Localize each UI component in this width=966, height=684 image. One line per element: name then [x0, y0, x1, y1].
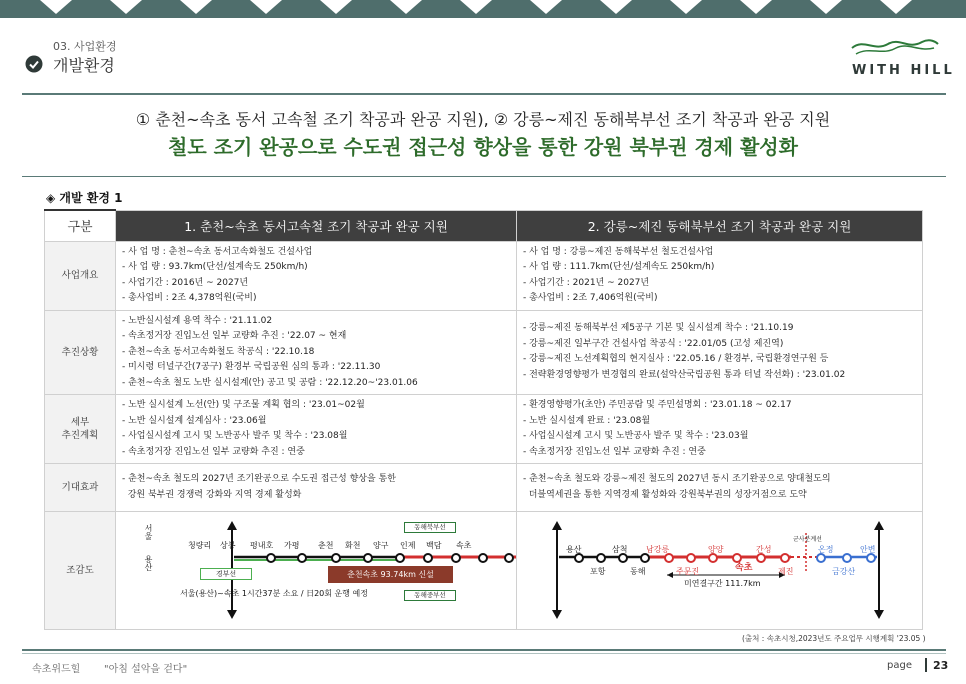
- footer-slogan: "아침 설악을 걷다": [104, 664, 188, 675]
- list-item: 더블역세권을 통한 지역경제 활성화와 강원북부권의 성장거점으로 도약: [523, 489, 807, 500]
- route-map-1: [116, 513, 516, 629]
- check-circle-icon: [25, 55, 43, 73]
- list-item: - 춘천~속초 동서고속화철도 착공식 : '22.10.18: [122, 346, 315, 357]
- list-item: 강원 북부권 경쟁력 강화와 지역 경제 활성화: [122, 489, 302, 500]
- list-item: - 사 업 명 : 강릉~제진 동해북부선 철도건설사업: [523, 246, 714, 257]
- row-col1: [116, 464, 517, 512]
- header-project-1: 1. 춘천~속초 동서고속철 조기 착공과 완공 지원: [116, 210, 517, 241]
- map1-station-label: 속초: [456, 541, 472, 550]
- list-item: - 강릉~제진 노선계획협의 현지실사 : '22.05.16 / 환경부, 국립환경연구원 등: [523, 354, 829, 365]
- table-row: [45, 464, 923, 512]
- list-item: - 속초정거장 진입노선 일부 교량화 추진 : 연중: [523, 446, 706, 457]
- headline-subtitle: ① 춘천~속초 동서 고속철 조기 착공과 완공 지원), ② 강릉~제진 동해북부선 조기 착공과 완공 지원: [135, 110, 831, 129]
- map2-station-label: 용산: [566, 545, 582, 554]
- header-divider: [22, 93, 946, 95]
- row-category: 기대효과: [45, 464, 116, 512]
- list-item: - 사업기간 : 2021년 ~ 2027년: [523, 277, 650, 288]
- table-row: [45, 241, 923, 310]
- map2-station-label: 간성: [756, 545, 772, 554]
- map2-station-label: 온정: [818, 545, 834, 554]
- list-item: - 춘천~속초 철도와 강릉~제진 철도의 2027년 동시 조기완공으로 양대철도의: [523, 474, 831, 484]
- table-row: [45, 395, 923, 464]
- route-map-2-cell: [517, 512, 923, 630]
- list-item: - 강릉~제진 일부구간 건설사업 착공식 : '22.01/05 (고성 제진역): [523, 338, 784, 349]
- table-header-row: [45, 210, 923, 241]
- section-title: ◈ 개발 환경 1: [46, 191, 123, 205]
- list-item: - 전략환경영향평가 변경협의 완료(설악산국립공원 통과 터널 작선화) : '23.01.02: [523, 369, 846, 380]
- list-item: - 총사업비 : 2조 4,378억원(국비): [122, 293, 257, 303]
- top-decorative-band: [0, 0, 966, 18]
- map2-station-label: 양양: [708, 545, 724, 554]
- row-col1: [116, 241, 517, 310]
- map1-station-label: 상봉: [220, 541, 236, 550]
- table-row: [45, 310, 923, 395]
- list-item: - 속초정거장 진입노선 일부 교량화 추진 : 연중: [122, 446, 305, 457]
- row-category: 추진상황: [45, 310, 116, 395]
- list-item: - 춘천~속초 철도의 2027년 조기완공으로 수도권 접근성 향상을 통한: [122, 474, 396, 484]
- list-item: - 환경영향평가(초안) 주민공람 및 주민설명회 : '23.01.18 ~ 02.17: [523, 400, 792, 410]
- list-item: - 춘천~속초 철도 노반 실시설계(안) 공고 및 공람 : '22.12.20~'23.01.06: [122, 377, 418, 388]
- list-item: - 속초정거장 진입노선 일부 교량화 추진 : '22.07 ~ 현재: [122, 331, 347, 341]
- headline-title: 철도 조기 완공으로 수도권 접근성 향상을 통한 강원 북부권 경제 활성화: [168, 135, 798, 159]
- map2-station-label: 안변: [860, 545, 876, 554]
- row-category: 사업개요: [45, 241, 116, 310]
- row-col2: [517, 241, 923, 310]
- page-title: 개발환경: [53, 56, 115, 75]
- list-item: - 강릉~제진 동해북부선 제5공구 기본 및 실시설계 착수 : '21.10.19: [523, 323, 794, 334]
- list-item: - 사 업 명 : 춘천~속초 동서고속화철도 건설사업: [122, 246, 313, 257]
- map1-red-box: 춘천속초 93.74km 신설: [328, 566, 453, 583]
- map1-station-label: 춘천: [318, 541, 334, 550]
- map1-station-label: 가평: [284, 541, 300, 550]
- map2-station-label: 금강산: [832, 567, 856, 576]
- map2-station-label: 군사분계선: [793, 536, 822, 543]
- map2-station-label: 제진: [778, 567, 794, 576]
- map1-bottom-tag: 동해중부선: [404, 590, 456, 601]
- map2-station-label: 삼척: [612, 545, 628, 554]
- row-col1: [116, 310, 517, 395]
- headline-divider: [22, 176, 946, 177]
- map2-station-label: 동해: [630, 567, 646, 576]
- list-item: - 사 업 량 : 111.7km(단선/설계속도 250km/h): [523, 262, 715, 272]
- row-col2: [517, 395, 923, 464]
- list-item: - 총사업비 : 2조 7,406억원(국비): [523, 293, 658, 303]
- footer-divider: [22, 649, 946, 651]
- route-map-2: [517, 513, 922, 629]
- map1-station-label: 평내호: [250, 541, 274, 550]
- footer-page-bar: [925, 658, 927, 672]
- map1-station-label: 화천: [345, 541, 361, 550]
- map1-station-label: 인제: [400, 541, 416, 550]
- route-map-1-cell: [116, 512, 517, 630]
- row-col2: [517, 464, 923, 512]
- list-item: - 사업기간 : 2016년 ~ 2027년: [122, 277, 249, 288]
- map2-mid-label: 미연결구간 111.7km: [684, 579, 761, 588]
- map1-left-label-top: 서울: [144, 524, 153, 540]
- row-col1: [116, 395, 517, 464]
- list-item: - 사업실시설계 고시 및 노반공사 발주 및 착수 : '23.08월: [122, 431, 348, 441]
- row-col2: [517, 310, 923, 395]
- map1-station-label: 양구: [373, 541, 389, 550]
- map1-station-label: 청량리: [188, 541, 212, 550]
- list-item: - 노반실시설계 용역 착수 : '21.11.02: [122, 315, 273, 326]
- list-item: - 노반 실시설계 노선(안) 및 구조물 계획 협의 : '23.01~02월: [122, 400, 365, 410]
- list-item: - 노반 실시설계 완료 : '23.08월: [523, 415, 651, 426]
- row-category: 조감도: [45, 512, 116, 630]
- map1-green-box: 경부선: [200, 568, 252, 580]
- map1-left-label-bottom: 용산: [144, 555, 153, 571]
- brand-logo-text: WITH HILL: [852, 63, 955, 78]
- map2-station-label: 주문진: [676, 567, 700, 576]
- source-note: (출처 : 속초시청,2023년도 주요업무 시행계획 '23.05 ): [742, 634, 926, 643]
- header-project-2: 2. 강릉~제진 동해북부선 조기 착공과 완공 지원: [517, 210, 923, 241]
- list-item: - 미시령 터널구간(7공구) 환경부 국립공원 심의 통과 : '22.11.30: [122, 362, 381, 372]
- footer-company: 속초위드힐: [32, 664, 81, 675]
- list-item: - 사 업 량 : 93.7km(단선/설계속도 250km/h): [122, 262, 308, 272]
- list-item: - 노반 실시설계 설계심사 : '23.06월: [122, 415, 267, 426]
- map1-station-label: 백담: [426, 541, 442, 550]
- map2-station-label: 포항: [590, 567, 606, 576]
- footer-divider-thin: [22, 653, 946, 654]
- map1-top-tag: 동해북부선: [404, 522, 456, 533]
- section-number: 03. 사업환경: [53, 40, 117, 53]
- list-item: - 사업실시설계 고시 및 노반공사 발주 및 착수 : '23.03월: [523, 431, 749, 441]
- row-category: 세부 추진계획: [45, 395, 116, 464]
- footer-page-number: 23: [933, 659, 949, 672]
- header-category: 구분: [45, 210, 116, 241]
- footer-page-label: page: [887, 660, 912, 671]
- map2-station-label: 남강릉: [646, 545, 670, 554]
- map1-caption: 서울(용산)~속초 1시간37분 소요 / 日20회 운행 예정: [180, 589, 368, 598]
- map2-station-label: 속초: [735, 563, 753, 573]
